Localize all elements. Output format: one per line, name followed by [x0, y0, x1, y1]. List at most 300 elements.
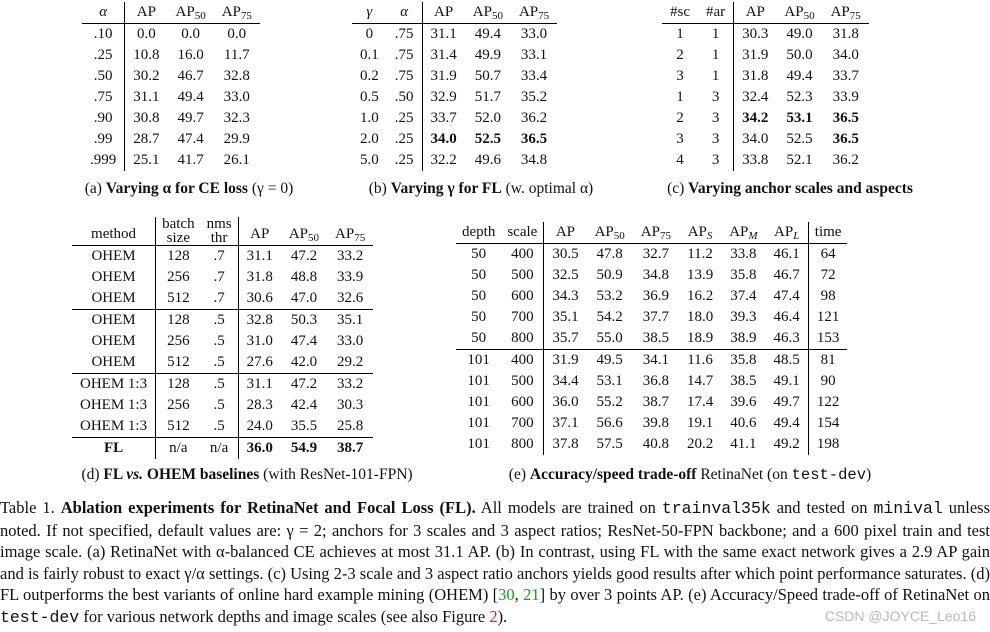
- table-cell: .5: [201, 374, 239, 396]
- table-cell: 38.7: [327, 438, 373, 460]
- table-cell: 50.9: [596, 267, 623, 283]
- watermark: CSDN @JOYCE_Leo16: [824, 608, 976, 624]
- table-c-header-ap: AP: [734, 2, 777, 24]
- table-cell: 47.4: [177, 131, 204, 147]
- table-c-header-ap50: $AP_{50}$: [776, 2, 822, 24]
- table-cell: 101: [467, 436, 490, 452]
- table-cell: .99: [82, 129, 125, 150]
- table-cell: 400: [501, 244, 543, 266]
- table-cell: 34.3: [552, 288, 579, 304]
- table-cell: 1: [698, 66, 734, 87]
- caption-a-bold: Varying α for CE loss: [105, 180, 248, 197]
- table-b-grid: [352, 2, 557, 171]
- table-cell: 512: [167, 418, 190, 434]
- table-row: [72, 416, 373, 438]
- table-cell: 36.0: [552, 394, 579, 410]
- table-cell: 19.1: [686, 415, 714, 431]
- table-cell: 33.1: [520, 47, 548, 63]
- table-e-body: [456, 244, 847, 456]
- table-cell: 1.0: [360, 110, 379, 126]
- table-cell: 33.0: [520, 26, 548, 42]
- table-cell: 31.0: [246, 333, 273, 349]
- table-cell: 32.8: [223, 68, 250, 84]
- table-cell: OHEM: [72, 267, 156, 288]
- table-cell: 52.1: [786, 152, 813, 168]
- table-cell: 52.0: [474, 110, 501, 126]
- table-row: [456, 265, 847, 286]
- table-cell: 31.9: [430, 68, 457, 84]
- table-e-header-ap75: $AP_{75}$: [633, 222, 679, 244]
- table-cell: 42.4: [290, 397, 318, 413]
- table-cell: .25: [387, 150, 422, 171]
- table-b-header-gamma: γ: [352, 2, 387, 24]
- table-cell: 49.9: [474, 47, 501, 63]
- caption-s6: for various network depths and image scales (see also Figure: [79, 606, 490, 626]
- table-cell: 46.4: [766, 307, 809, 328]
- table-cell: 11.6: [679, 350, 721, 372]
- table-cell: 37.1: [552, 415, 579, 431]
- table-cell: .10: [82, 24, 125, 46]
- table-cell: 18.9: [686, 330, 714, 346]
- table-cell: 31.8: [246, 269, 273, 285]
- caption-e-bold: Accuracy/speed trade-off: [529, 466, 697, 483]
- table-cell: 128: [167, 248, 190, 264]
- table-e-header-depth: depth: [456, 222, 501, 244]
- table-cell: 55.0: [596, 330, 623, 346]
- table-cell: 101: [456, 350, 501, 372]
- table-row: [72, 288, 373, 310]
- table-row: [72, 310, 373, 332]
- table-cell: 0.5: [360, 89, 379, 105]
- table-a-header-ap: AP: [125, 2, 168, 24]
- table-cell: 36.5: [832, 110, 859, 126]
- table-cell: 46.7: [177, 68, 204, 84]
- table-cell: 20.2: [686, 436, 714, 452]
- table-d-header-batch-l2: size: [166, 230, 190, 246]
- table-row: [72, 352, 373, 374]
- table-e-header-scale: scale: [501, 222, 543, 244]
- table-e-header-aps: $AP_S$: [679, 222, 721, 244]
- table-row: [456, 413, 847, 434]
- caption-label: Table 1.: [0, 498, 61, 517]
- table-cell: 31.4: [430, 47, 457, 63]
- table-cell: 3: [676, 131, 684, 147]
- table-cell: 500: [501, 265, 543, 286]
- table-e-header-time: time: [808, 222, 847, 244]
- table-row: [456, 244, 847, 266]
- table-cell: .5: [201, 416, 239, 438]
- table-cell: 33.9: [337, 269, 364, 285]
- caption-d: [70, 466, 424, 484]
- table-cell: 27.6: [246, 354, 273, 370]
- table-row: [662, 87, 869, 108]
- table-cell: .999: [82, 150, 125, 171]
- table-cell: 54.2: [596, 309, 623, 325]
- table-cell: 51.7: [474, 89, 501, 105]
- table-cell: 31.1: [133, 89, 160, 105]
- table-cell: 101: [467, 373, 490, 389]
- table-cell: 3: [676, 68, 684, 84]
- table-cell: 41.7: [177, 152, 204, 168]
- table-cell: 36.0: [238, 438, 281, 460]
- table-row: [82, 129, 260, 150]
- table-cell: 30.3: [742, 26, 769, 42]
- table-row: [72, 246, 373, 268]
- table-row: [82, 108, 260, 129]
- table-cell: 28.3: [246, 397, 273, 413]
- caption-mono-testdev: test-dev: [0, 607, 80, 627]
- table-c-header-sc: #sc: [662, 2, 698, 24]
- table-cell: 800: [501, 328, 543, 350]
- table-cell: 47.4: [766, 286, 809, 307]
- table-d-header-ap75: $AP_{75}$: [327, 217, 373, 246]
- table-cell: 50.0: [786, 47, 813, 63]
- table-cell: 154: [816, 415, 840, 431]
- table-c-body: [662, 24, 869, 172]
- table-row: [662, 129, 869, 150]
- table-cell: .75: [387, 66, 422, 87]
- table-cell: 52.3: [786, 89, 813, 105]
- table-cell: 3: [698, 108, 734, 129]
- table-row: [352, 150, 557, 171]
- table-cell: .5: [201, 331, 239, 352]
- table-cell: 3: [698, 129, 734, 150]
- table-cell: 500: [501, 371, 543, 392]
- table-cell: 81: [808, 350, 847, 372]
- table-cell: 32.4: [742, 89, 769, 105]
- table-a-header-ap50: $AP_{50}$: [168, 2, 214, 24]
- table-a: [82, 2, 260, 171]
- table-cell: 52.5: [474, 131, 501, 147]
- cite-30-link[interactable]: 30: [498, 585, 515, 605]
- table-c-header-ap75: $AP_{75}$: [823, 2, 869, 24]
- table-cell: 17.4: [686, 394, 714, 410]
- table-cell: 50.3: [281, 310, 327, 332]
- table-e-header-apm: $AP_M$: [721, 222, 765, 244]
- table-row: [72, 374, 373, 396]
- table-cell: 36.2: [832, 152, 859, 168]
- table-cell: 37.7: [642, 309, 669, 325]
- table-cell: n/a: [201, 438, 239, 460]
- table-cell: 54.9: [281, 438, 327, 460]
- table-cell: 49.1: [766, 371, 809, 392]
- table-cell: .75: [82, 87, 125, 108]
- table-row: [72, 331, 373, 352]
- table-cell: 48.5: [766, 350, 809, 372]
- table-b-header-ap50: $AP_{50}$: [465, 2, 511, 24]
- table-cell: 2: [676, 47, 684, 63]
- table-cell: 512: [167, 290, 190, 306]
- table-cell: .50: [387, 87, 422, 108]
- table-d-header-ap50: $AP_{50}$: [281, 217, 327, 246]
- table-cell: 34.2: [742, 110, 769, 126]
- table-cell: 33.7: [832, 68, 859, 84]
- table-cell: 47.2: [290, 248, 318, 264]
- table-c-grid: [662, 2, 869, 171]
- table-cell: 31.1: [238, 374, 281, 396]
- caption-e-mid: RetinaNet (on: [696, 466, 792, 483]
- table-a-header-alpha: α: [82, 2, 125, 24]
- table-e-header-apl: $AP_L$: [766, 222, 809, 244]
- table-cell: 122: [816, 394, 840, 410]
- table-cell: 55.2: [596, 394, 623, 410]
- table-cell: 28.7: [133, 131, 160, 147]
- table-cell: 400: [501, 350, 543, 372]
- table-row: [456, 350, 847, 372]
- table-cell: OHEM 1:3: [72, 374, 156, 396]
- table-cell: 32.9: [430, 89, 457, 105]
- table-cell: 10.8: [133, 47, 160, 63]
- table-row: [352, 129, 557, 150]
- table-cell: .5: [201, 395, 239, 416]
- table-row: [82, 66, 260, 87]
- table-cell: 600: [501, 392, 543, 413]
- table-cell: 64: [820, 246, 836, 262]
- table-cell: 34.1: [633, 350, 679, 372]
- caption-s5: ] by over 3 points AP. (e) Accuracy/Speed trade-off of RetinaNet on: [539, 585, 990, 605]
- table-cell: 34.0: [430, 131, 457, 147]
- table-cell: 0.0: [181, 26, 200, 42]
- table-cell: 53.2: [596, 288, 623, 304]
- table-cell: 36.8: [642, 373, 669, 389]
- table-cell: 53.1: [786, 110, 813, 126]
- table-cell: OHEM 1:3: [72, 416, 156, 438]
- table-row: [82, 150, 260, 171]
- table-row: [72, 438, 373, 460]
- table-cell: 36.2: [520, 110, 548, 126]
- caption-d-rest: (with ResNet-101-FPN): [259, 466, 413, 483]
- table-cell: n/a: [156, 438, 201, 460]
- table-cell: 49.6: [474, 152, 501, 168]
- table-cell: 153: [816, 330, 840, 346]
- table-cell: OHEM: [72, 246, 156, 268]
- table-cell: 50: [471, 246, 487, 262]
- caption-mono-trainval: trainval35k: [661, 499, 771, 518]
- table-cell: 33.0: [337, 333, 364, 349]
- table-cell: 3: [698, 150, 734, 171]
- caption-a: [70, 180, 308, 198]
- table-row: [352, 66, 557, 87]
- table-cell: 49.7: [177, 110, 204, 126]
- table-cell: 46.7: [766, 265, 809, 286]
- table-row: [72, 267, 373, 288]
- table-cell: 4: [676, 152, 684, 168]
- table-cell: .25: [82, 45, 125, 66]
- table-cell: 34.8: [642, 267, 669, 283]
- table-cell: .75: [387, 45, 422, 66]
- table-cell: 38.5: [730, 373, 757, 389]
- table-cell: 40.8: [642, 436, 669, 452]
- table-cell: 39.8: [642, 415, 669, 431]
- table-row: [456, 328, 847, 350]
- table-row: [662, 150, 869, 171]
- table-row: [456, 286, 847, 307]
- table-row: [456, 392, 847, 413]
- figure-2-link[interactable]: 2: [489, 606, 498, 626]
- table-cell: 11.2: [687, 246, 713, 262]
- table-a-grid: [82, 2, 260, 171]
- table-cell: 47.0: [290, 290, 318, 306]
- table-cell: 35.1: [327, 310, 373, 332]
- table-cell: 98: [820, 288, 836, 304]
- table-row: [352, 24, 557, 46]
- table-b: [352, 2, 557, 171]
- table-cell: 32.3: [223, 110, 250, 126]
- caption-s7: ).: [497, 606, 508, 626]
- table-cell: 30.3: [337, 397, 364, 413]
- caption-e-end: ): [866, 466, 872, 483]
- table-cell: OHEM: [72, 288, 156, 310]
- table-cell: 48.8: [290, 269, 318, 285]
- table-cell: 53.1: [596, 373, 623, 389]
- cite-21-link[interactable]: 21: [523, 585, 540, 605]
- table-e-grid: [456, 222, 847, 455]
- table-cell: 49.0: [786, 26, 813, 42]
- table-c-header-ar: #ar: [698, 2, 734, 24]
- caption-b-rest: (w. optimal α): [501, 180, 594, 197]
- table-cell: 34.0: [832, 47, 859, 63]
- table-cell: 0: [365, 26, 374, 42]
- table-cell: 198: [816, 436, 840, 452]
- table-cell: 31.9: [742, 47, 769, 63]
- table-cell: 25.1: [133, 152, 160, 168]
- table-cell: 24.0: [246, 418, 273, 434]
- table-cell: 90: [820, 373, 836, 389]
- table-cell: 101: [467, 415, 490, 431]
- caption-e-prefix: (e): [508, 466, 530, 483]
- caption-s3: unless noted. If not specified, default values are: γ = 2; anchors for 3 scales and 3 aspect ratios; ResNet-50-FPN backbone; and a 600 pixel train and test image scale. (a) RetinaNet with α-balanced CE achieves at most 31.1 AP. (b) In contrast, using FL with the same exact network gives a 2.9 AP gain and is fairly robust to exact γ/α settings. (c) Using 2-3 scale and 3 aspect ratio anchors yields good results after which point performance saturates. (d) FL outperforms the best variants of online hard example mining (OHEM) [: [0, 498, 990, 605]
- table-cell: 2.0: [360, 131, 379, 147]
- table-cell: 46.1: [766, 244, 809, 266]
- table-cell: 49.4: [766, 413, 809, 434]
- table-cell: OHEM: [72, 352, 156, 374]
- table-row: [662, 108, 869, 129]
- table-cell: 800: [501, 434, 543, 455]
- table-d: [72, 217, 373, 459]
- table-b-header-alpha: α: [387, 2, 422, 24]
- caption-e-mono: test-dev: [791, 466, 867, 484]
- table-cell: 30.8: [133, 110, 160, 126]
- table-row: [352, 45, 557, 66]
- table-cell: .7: [201, 267, 239, 288]
- table-cell: 31.8: [832, 26, 859, 42]
- table-cell: 56.6: [596, 415, 623, 431]
- table-a-body: [82, 24, 260, 172]
- table-cell: 33.8: [742, 152, 769, 168]
- table-cell: 29.2: [337, 354, 364, 370]
- table-e-header-ap: AP: [544, 222, 587, 244]
- table-cell: 31.1: [246, 248, 273, 264]
- table-cell: 0.0: [227, 26, 247, 42]
- table-cell: OHEM 1:3: [72, 395, 156, 416]
- table-d-header-batch: [156, 217, 201, 246]
- table-cell: 72: [820, 267, 836, 283]
- table-cell: 32.8: [238, 310, 281, 332]
- table-cell: 33.2: [327, 374, 373, 396]
- table-cell: 0.1: [360, 47, 379, 63]
- table-cell: 47.2: [281, 374, 327, 396]
- table-cell: 1: [676, 26, 684, 42]
- table-cell: .50: [82, 66, 125, 87]
- table-cell: 33.7: [430, 110, 457, 126]
- table-cell: 1: [698, 45, 734, 66]
- table-cell: 32.2: [430, 152, 457, 168]
- table-cell: OHEM: [72, 331, 156, 352]
- table-cell: 32.6: [337, 290, 364, 306]
- table-d-body: [72, 246, 373, 460]
- table-cell: 49.4: [474, 26, 501, 42]
- table-cell: 37.8: [552, 436, 579, 452]
- table-cell: 31.9: [544, 350, 587, 372]
- caption-d-vs: vs.: [126, 466, 144, 483]
- table-cell: 26.1: [223, 152, 250, 168]
- table-cell: 34.0: [742, 131, 769, 147]
- table-cell: 33.4: [520, 68, 548, 84]
- table-cell: .75: [387, 24, 422, 46]
- table-cell: 0.0: [137, 26, 156, 42]
- caption-mono-minival: minival: [873, 499, 943, 518]
- caption-b-prefix: (b): [368, 180, 391, 197]
- table-row: [82, 24, 260, 46]
- table-cell: 256: [167, 397, 190, 413]
- table-cell: 40.6: [730, 415, 757, 431]
- table-cell: 39.6: [730, 394, 757, 410]
- table-cell: 128: [156, 374, 201, 396]
- table-a-header-ap75: $AP_{75}$: [214, 2, 260, 24]
- table-cell: FL: [72, 438, 156, 460]
- table-cell: 5.0: [360, 152, 379, 168]
- table-cell: 25.8: [337, 418, 364, 434]
- table-cell: 57.5: [596, 436, 623, 452]
- table-cell: 38.5: [642, 330, 669, 346]
- caption-s1: All models are trained on: [475, 498, 662, 517]
- table-d-header-method: method: [72, 217, 156, 246]
- table-cell: 33.2: [337, 248, 364, 264]
- table-cell: 36.9: [642, 288, 669, 304]
- table-cell: 50: [471, 330, 487, 346]
- table-row: [662, 45, 869, 66]
- table-cell: 14.7: [686, 373, 714, 389]
- table-cell: 16.0: [177, 47, 204, 63]
- table-cell: 50: [471, 267, 487, 283]
- table-cell: 2: [676, 110, 684, 126]
- table-c: [662, 2, 869, 171]
- caption-s4: ,: [514, 585, 524, 605]
- table-cell: .25: [387, 129, 422, 150]
- table-cell: 46.3: [766, 328, 809, 350]
- table-cell: 35.1: [552, 309, 579, 325]
- caption-c-bold: Varying anchor scales and aspects: [688, 180, 913, 197]
- table-e-header-ap50: $AP_{50}$: [587, 222, 633, 244]
- table-cell: 33.8: [730, 246, 757, 262]
- table-d-header-ap: AP: [238, 217, 281, 246]
- caption-a-prefix: (a): [84, 180, 106, 197]
- table-cell: 700: [501, 307, 543, 328]
- table-b-body: [352, 24, 557, 172]
- table-cell: 49.4: [786, 68, 813, 84]
- table-cell: 35.8: [730, 267, 757, 283]
- table-cell: .90: [82, 108, 125, 129]
- table-cell: 34.4: [552, 373, 579, 389]
- caption-a-rest: (γ = 0): [247, 180, 294, 197]
- table-row: [456, 434, 847, 455]
- table-cell: 31.8: [742, 68, 769, 84]
- table-cell: 18.0: [686, 309, 714, 325]
- table-cell: 35.7: [552, 330, 579, 346]
- table-cell: 49.2: [766, 434, 809, 455]
- table-row: [352, 108, 557, 129]
- table-cell: 37.4: [730, 288, 757, 304]
